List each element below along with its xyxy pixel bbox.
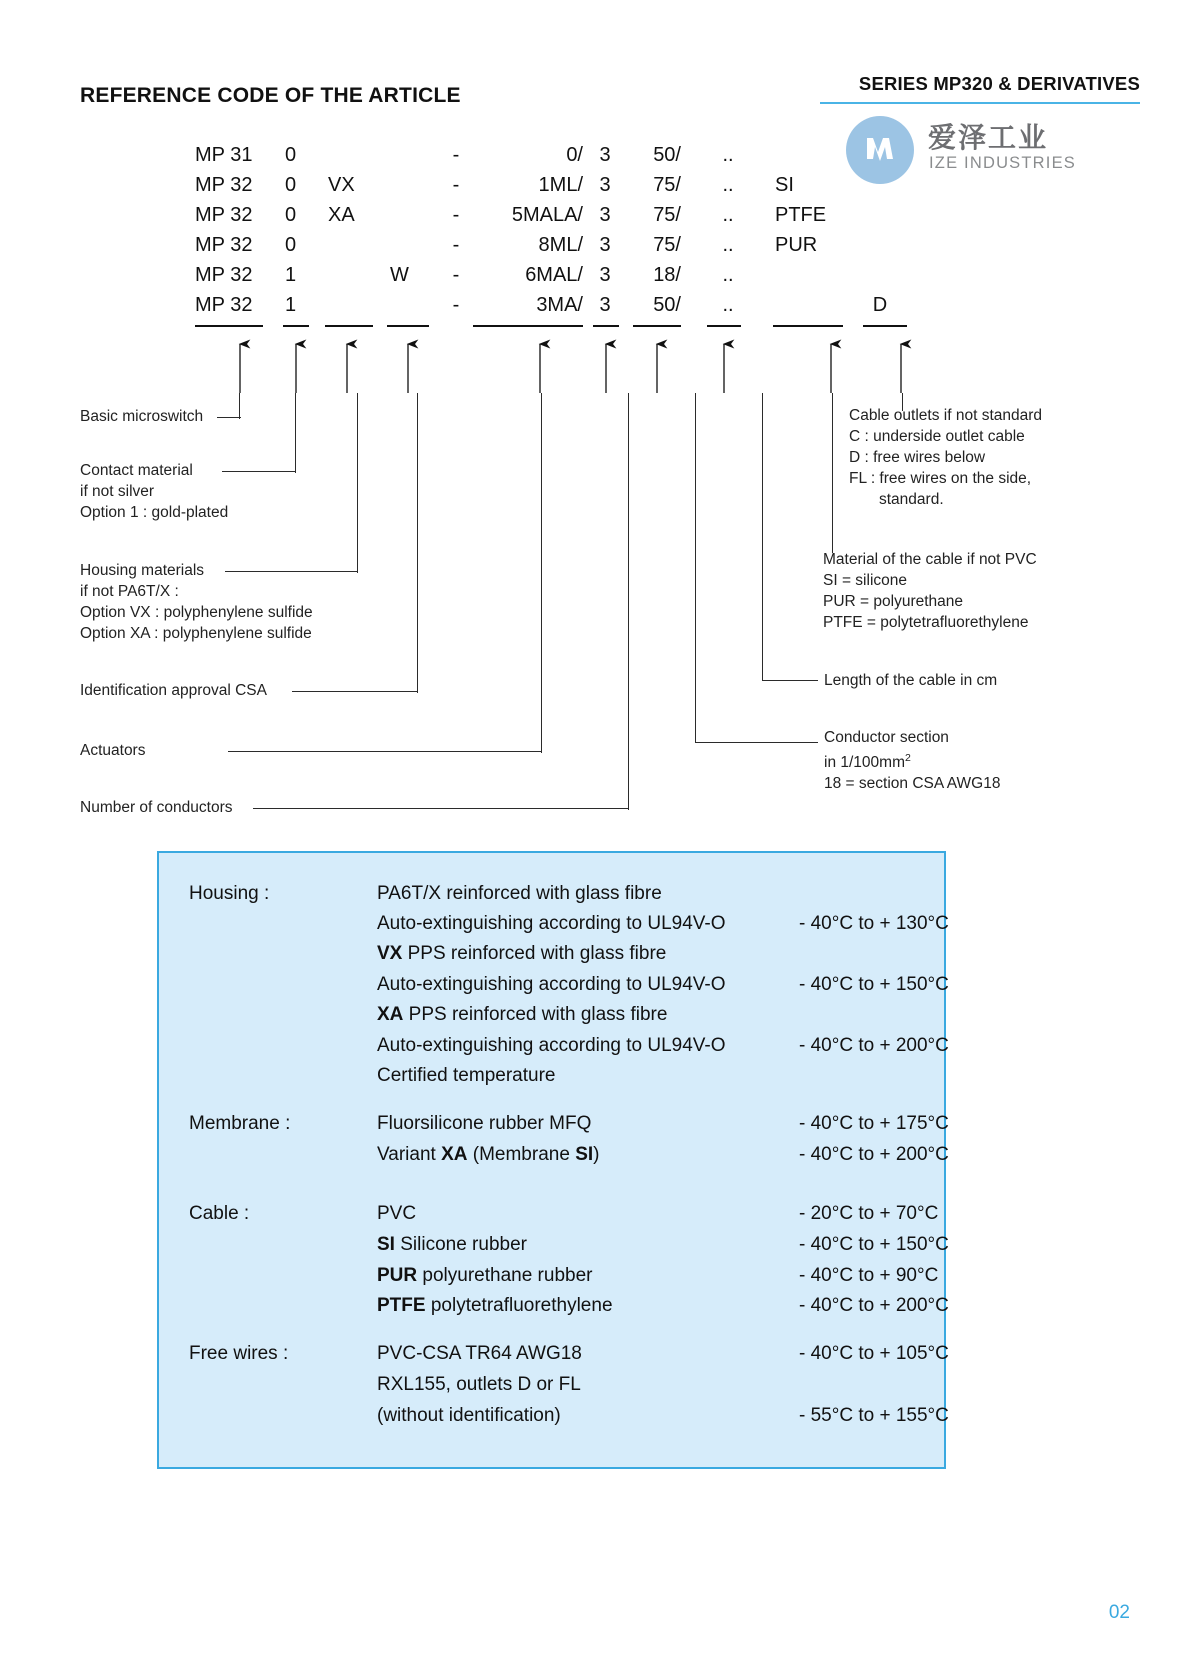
cell-actuator: 3MA/ bbox=[536, 294, 583, 316]
cell-length: .. bbox=[722, 144, 734, 166]
cell-section: 50/ bbox=[653, 294, 681, 316]
underline-basic bbox=[195, 325, 263, 327]
cell-contact: 0 bbox=[285, 204, 297, 226]
spec-temp: - 40°C to + 200°C bbox=[799, 1144, 949, 1165]
spec-desc-html: Variant XA (Membrane SI) bbox=[377, 1144, 600, 1165]
spec-term-membrane: Membrane : bbox=[189, 1113, 291, 1134]
cell-section: 75/ bbox=[653, 204, 681, 226]
underline-contact bbox=[283, 325, 309, 327]
callout-cable-outlets bbox=[849, 405, 1042, 510]
callout-cable-material-line3: PUR = polyurethane bbox=[823, 593, 964, 610]
page-number: 02 bbox=[1108, 1602, 1130, 1623]
cell-contact: 1 bbox=[285, 264, 297, 286]
callout-conductor-section-line2 bbox=[824, 748, 1000, 773]
cell-dash: - bbox=[452, 204, 460, 226]
callout-conductor-section-line1: Conductor section bbox=[824, 729, 949, 746]
spec-temp: - 40°C to + 150°C bbox=[799, 974, 949, 995]
callout-housing-materials-line3: Option VX : polyphenylene sulfide bbox=[80, 604, 313, 621]
cell-dash: - bbox=[452, 174, 460, 196]
cell-dash: - bbox=[452, 144, 460, 166]
spec-desc: PA6T/X reinforced with glass fibre bbox=[377, 883, 662, 904]
cell-actuator: 0/ bbox=[566, 144, 583, 166]
cell-section: 50/ bbox=[653, 144, 681, 166]
cell-csa: W bbox=[390, 264, 409, 286]
connector-actuators-horizontal bbox=[228, 751, 542, 752]
spec-desc-bold: VX bbox=[377, 943, 403, 964]
connector-length-of-cable-horizontal bbox=[762, 680, 818, 681]
callout-cable-outlets-line5-text: standard. bbox=[879, 491, 944, 508]
cell-contact: 0 bbox=[285, 234, 297, 256]
cell-length: .. bbox=[722, 204, 734, 226]
cell-dash: - bbox=[452, 234, 460, 256]
spec-temp: - 40°C to + 200°C bbox=[799, 1295, 949, 1316]
callout-cable-outlets-line5 bbox=[849, 489, 1042, 510]
spec-temp: - 40°C to + 105°C bbox=[799, 1343, 949, 1364]
spec-desc bbox=[377, 943, 666, 965]
cell-basic: MP 32 bbox=[195, 294, 253, 316]
callout-number-of-conductors bbox=[80, 797, 233, 818]
callout-identification-csa-text: Identification approval CSA bbox=[80, 682, 267, 699]
cell-length: .. bbox=[722, 294, 734, 316]
callout-identification-csa bbox=[80, 680, 267, 701]
cell-cable-outlet: D bbox=[872, 294, 888, 316]
connector-basic-microswitch-vertical bbox=[239, 393, 240, 419]
cell-conductors: 3 bbox=[599, 264, 611, 286]
spec-term-cable: Cable : bbox=[189, 1203, 250, 1224]
spec-desc-plain: PPS reinforced with glass fibre bbox=[403, 1004, 668, 1025]
underline-csa bbox=[387, 325, 429, 327]
cell-basic: MP 32 bbox=[195, 234, 253, 256]
logo-mark-icon bbox=[846, 116, 914, 184]
callout-housing-materials-line1: Housing materials bbox=[80, 562, 205, 579]
spec-desc: Fluorsilicone rubber MFQ bbox=[377, 1113, 592, 1134]
logo-english-name: IZE INDUSTRIES bbox=[929, 154, 1076, 172]
spec-temp: - 40°C to + 175°C bbox=[799, 1113, 949, 1134]
cell-conductors: 3 bbox=[599, 204, 611, 226]
connector-housing-materials-vertical bbox=[357, 393, 358, 573]
cell-section: 75/ bbox=[653, 234, 681, 256]
callout-contact-material bbox=[80, 460, 228, 523]
spec-desc: Certified temperature bbox=[377, 1065, 556, 1086]
callout-cable-outlets-line3: D : free wires below bbox=[849, 449, 986, 466]
cell-contact: 1 bbox=[285, 294, 297, 316]
underline-cable-outlet bbox=[863, 325, 907, 327]
callout-actuators bbox=[80, 740, 145, 761]
callout-cable-outlets-line2: C : underside outlet cable bbox=[849, 428, 1025, 445]
callout-cable-material-line4: PTFE = polytetrafluorethylene bbox=[823, 614, 1029, 631]
callout-housing-materials bbox=[80, 560, 313, 644]
cell-length: .. bbox=[722, 264, 734, 286]
underline-actuator bbox=[473, 325, 583, 327]
callout-contact-material-line3: Option 1 : gold-plated bbox=[80, 504, 229, 521]
connector-number-of-conductors-horizontal bbox=[253, 808, 629, 809]
code-arrows bbox=[195, 335, 955, 400]
cell-conductors: 3 bbox=[599, 294, 611, 316]
specifications-box bbox=[157, 851, 949, 1469]
underline-cable-material bbox=[773, 325, 843, 327]
spec-desc: Auto-extinguishing according to UL94V-O bbox=[377, 974, 726, 995]
spec-temp: - 40°C to + 130°C bbox=[799, 913, 949, 934]
spec-temp: - 40°C to + 200°C bbox=[799, 1035, 949, 1056]
logo-chinese-name: 爱泽工业 bbox=[928, 121, 1049, 154]
connector-actuators-vertical bbox=[541, 393, 542, 753]
spec-desc bbox=[377, 1004, 667, 1026]
callout-conductor-section-line2-text: in 1/100mm bbox=[824, 754, 905, 772]
callout-cable-outlets-line4: FL : free wires on the side, bbox=[849, 470, 1032, 487]
cell-length: .. bbox=[722, 234, 734, 256]
callout-cable-outlets-line1: Cable outlets if not standard bbox=[849, 407, 1043, 424]
spec-desc-html: PTFE polytetrafluorethylene bbox=[377, 1295, 613, 1316]
connector-cable-material-vertical bbox=[832, 393, 833, 553]
series-title: SERIES MP320 & DERIVATIVES bbox=[858, 73, 1140, 94]
page-title: REFERENCE CODE OF THE ARTICLE bbox=[80, 84, 461, 107]
callout-housing-materials-line2: if not PA6T/X : bbox=[80, 583, 179, 600]
connector-length-of-cable-vertical bbox=[762, 393, 763, 681]
cell-contact: 0 bbox=[285, 174, 297, 196]
underline-section bbox=[633, 325, 681, 327]
spec-temp: - 40°C to + 90°C bbox=[799, 1265, 939, 1286]
cell-basic: MP 31 bbox=[195, 144, 253, 166]
spec-desc: PVC bbox=[377, 1203, 417, 1224]
underline-housing bbox=[325, 325, 373, 327]
spec-temp: - 40°C to + 150°C bbox=[799, 1234, 949, 1255]
cell-conductors: 3 bbox=[599, 174, 611, 196]
spec-temp: - 55°C to + 155°C bbox=[799, 1405, 949, 1426]
cell-conductors: 3 bbox=[599, 144, 611, 166]
callout-basic-microswitch bbox=[80, 406, 203, 427]
cell-housing: VX bbox=[328, 174, 355, 196]
connector-contact-material-horizontal bbox=[222, 471, 296, 472]
spec-desc-plain: PPS reinforced with glass fibre bbox=[402, 943, 667, 964]
callout-length-of-cable-text: Length of the cable in cm bbox=[824, 672, 998, 689]
cell-basic: MP 32 bbox=[195, 264, 253, 286]
spec-desc: Auto-extinguishing according to UL94V-O bbox=[377, 913, 726, 934]
header-accent-rule bbox=[820, 102, 1140, 104]
cell-housing: XA bbox=[328, 204, 355, 226]
spec-temp: - 20°C to + 70°C bbox=[799, 1203, 939, 1224]
callout-cable-material bbox=[823, 549, 1037, 633]
callout-conductor-section-line3: 18 = section CSA AWG18 bbox=[824, 775, 1001, 793]
cell-length: .. bbox=[722, 174, 734, 196]
cell-basic: MP 32 bbox=[195, 174, 253, 196]
cell-cable-material: SI bbox=[775, 174, 794, 196]
callout-conductor-section-superscript: 2 bbox=[904, 752, 911, 764]
callout-cable-material-line2: SI = silicone bbox=[823, 572, 908, 589]
spec-term-housing: Housing : bbox=[189, 883, 270, 904]
cell-section: 18/ bbox=[653, 264, 681, 286]
spec-desc: (without identification) bbox=[377, 1405, 561, 1426]
callout-basic-microswitch-text: Basic microswitch bbox=[80, 408, 204, 425]
spec-desc: PVC-CSA TR64 AWG18 bbox=[377, 1343, 582, 1364]
spec-desc: RXL155, outlets D or FL bbox=[377, 1374, 581, 1395]
cell-dash: - bbox=[452, 264, 460, 286]
spec-term-free-wires: Free wires : bbox=[189, 1343, 289, 1364]
callout-housing-materials-line4: Option XA : polyphenylene sulfide bbox=[80, 625, 312, 642]
connector-number-of-conductors-vertical bbox=[628, 393, 629, 810]
cell-actuator: 6MAL/ bbox=[525, 264, 583, 286]
cell-actuator: 5MALA/ bbox=[511, 204, 583, 226]
callout-contact-material-line1: Contact material bbox=[80, 462, 193, 479]
callout-conductor-section bbox=[824, 727, 1000, 794]
cell-cable-material: PUR bbox=[775, 234, 818, 256]
spec-desc-bold: XA bbox=[377, 1004, 404, 1025]
callout-length-of-cable bbox=[824, 670, 997, 691]
company-logo bbox=[836, 112, 1136, 188]
cell-actuator: 8ML/ bbox=[538, 234, 583, 256]
connector-contact-material-vertical bbox=[295, 393, 296, 473]
spec-desc-html: SI Silicone rubber bbox=[377, 1234, 527, 1255]
connector-conductor-section-vertical bbox=[695, 393, 696, 743]
connector-conductor-section-horizontal bbox=[695, 742, 818, 743]
connector-identification-csa-horizontal bbox=[292, 691, 418, 692]
callout-cable-material-line1: Material of the cable if not PVC bbox=[823, 551, 1037, 568]
callout-number-of-conductors-text: Number of conductors bbox=[80, 799, 233, 816]
cell-conductors: 3 bbox=[599, 234, 611, 256]
underline-length bbox=[707, 325, 741, 327]
underline-conductors bbox=[593, 325, 619, 327]
callout-contact-material-line2: if not silver bbox=[80, 483, 155, 500]
cell-actuator: 1ML/ bbox=[538, 174, 583, 196]
cell-section: 75/ bbox=[653, 174, 681, 196]
connector-identification-csa-vertical bbox=[417, 393, 418, 693]
connector-basic-microswitch-horizontal bbox=[217, 417, 241, 418]
spec-desc-html: PUR polyurethane rubber bbox=[377, 1265, 593, 1286]
cell-cable-material: PTFE bbox=[775, 204, 827, 226]
cell-basic: MP 32 bbox=[195, 204, 253, 226]
callout-actuators-text: Actuators bbox=[80, 742, 146, 759]
cell-dash: - bbox=[452, 294, 460, 316]
cell-contact: 0 bbox=[285, 144, 297, 166]
spec-desc: Auto-extinguishing according to UL94V-O bbox=[377, 1035, 726, 1056]
